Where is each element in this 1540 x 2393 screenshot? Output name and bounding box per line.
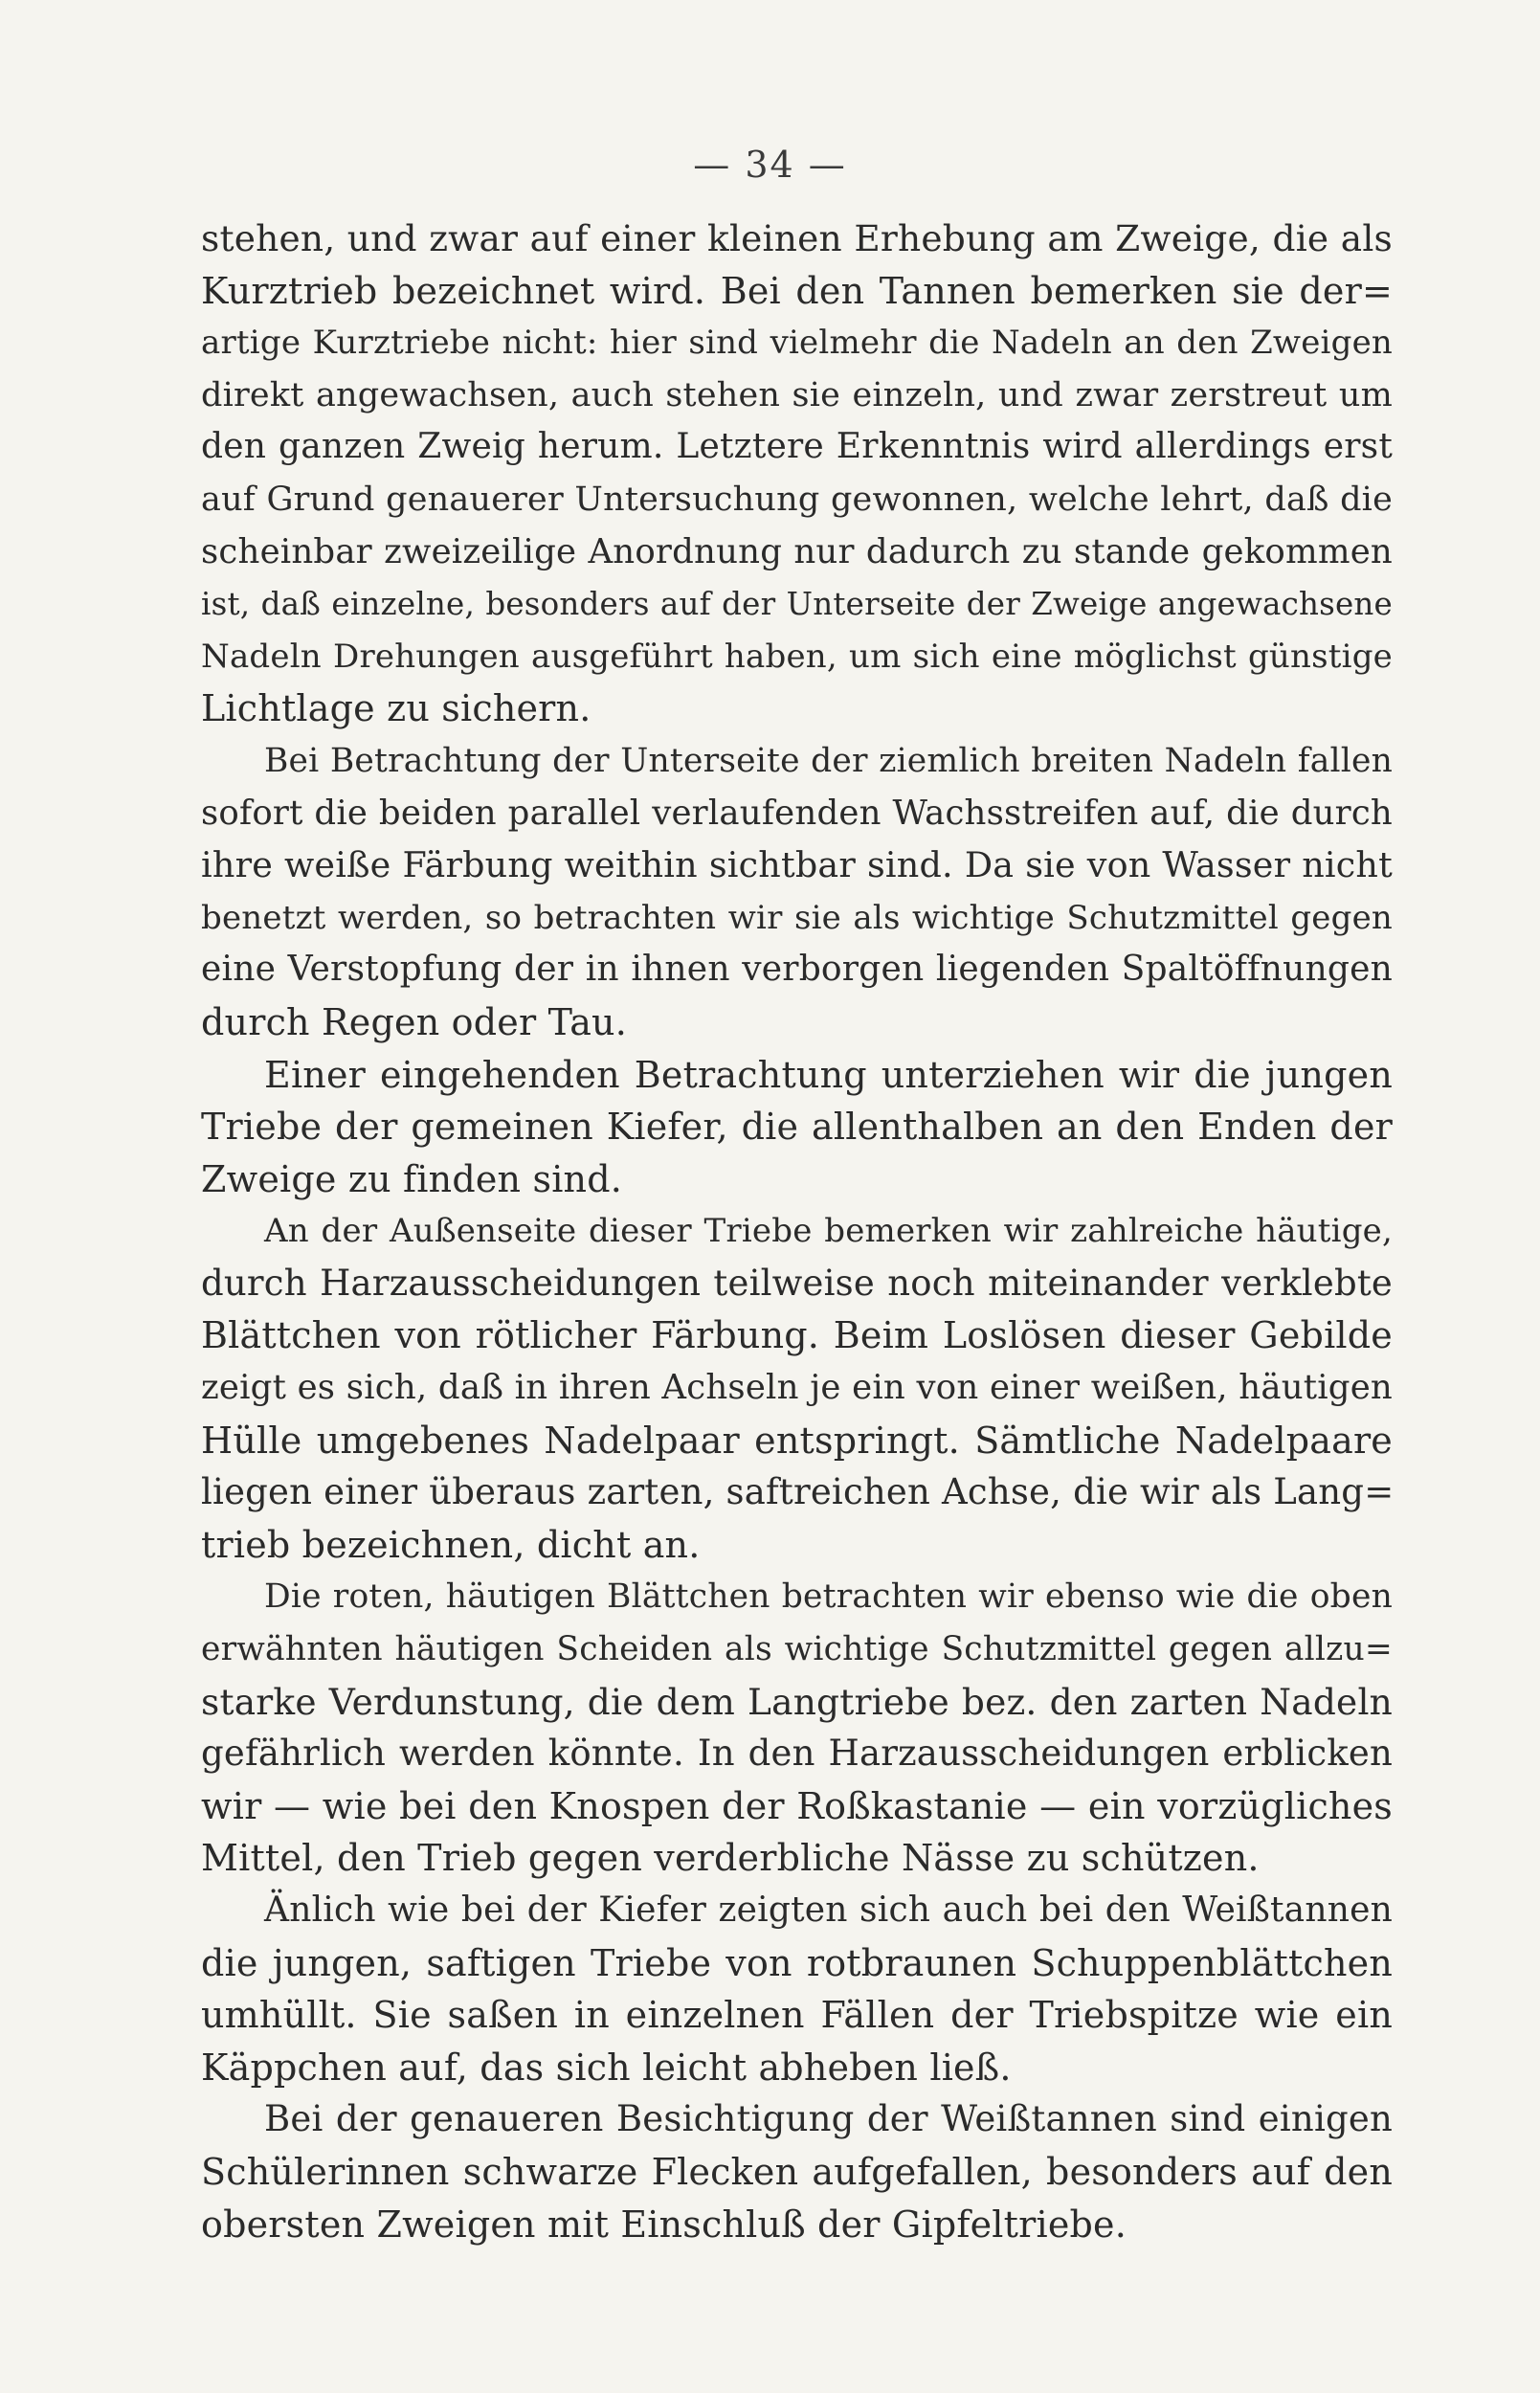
text-line: benetzt werden, so betrachten wir sie als wichtige Schutzmittel gegen [201, 898, 1393, 937]
text-line: durch Regen oder Tau. [201, 1000, 628, 1043]
text-line: Änlich wie bei der Kiefer zeigten sich auch bei den Weißtannen [264, 1890, 1393, 1930]
text-line: zeigt es sich, daß in ihren Achseln je ein von einer weißen, häutigen [201, 1368, 1393, 1408]
text-line: stehen, und zwar auf einer kleinen Erhebung am Zweige, die als [201, 217, 1393, 259]
text-line: erwähnten häutigen Scheiden als wichtige Schutzmittel gegen allzu= [201, 1630, 1393, 1669]
text-line: Schülerinnen schwarze Flecken aufgefallen, besonders auf den [201, 2150, 1393, 2193]
text-line: Hülle umgebenes Nadelpaar entspringt. Sämtliche Nadelpaare [201, 1419, 1393, 1462]
text-line: den ganzen Zweig herum. Letztere Erkenntnis wird allerdings erst [201, 427, 1393, 467]
text-line: eine Verstopfung der in ihnen verborgen liegenden Spaltöffnungen [201, 950, 1393, 990]
text-line: Die roten, häutigen Blättchen betrachten wir ebenso wie die oben [264, 1577, 1393, 1617]
text-line: Bei der genaueren Besichtigung der Weißtannen sind einigen [264, 2098, 1393, 2140]
text-line: umhüllt. Sie saßen in einzelnen Fällen der Triebspitze wie ein [201, 1994, 1393, 2037]
text-line: Lichtlage zu sichern. [201, 687, 591, 730]
text-line: ist, daß einzelne, besonders auf der Unterseite der Zweige angewachsene [201, 586, 1393, 623]
text-line: starke Verdunstung, die dem Langtriebe bez. den zarten Nadeln [201, 1680, 1393, 1723]
text-line: Nadeln Drehungen ausgeführt haben, um sich eine möglichst günstige [201, 637, 1393, 676]
text-line: wir — wie bei den Knospen der Roßkastanie — ein vorzügliches [201, 1784, 1393, 1827]
text-line: die jungen, saftigen Triebe von rotbraunen Schuppenblättchen [201, 1941, 1393, 1984]
text-line: Zweige zu finden sind. [201, 1157, 623, 1200]
text-line: Einer eingehenden Betrachtung unterziehen wir die jungen [264, 1053, 1393, 1096]
text-line: sofort die beiden parallel verlaufenden Wachsstreifen auf, die durch [201, 793, 1393, 833]
body-text [201, 212, 1393, 2250]
text-line: obersten Zweigen mit Einschluß der Gipfeltriebe. [201, 2203, 1127, 2246]
text-line: auf Grund genauerer Untersuchung gewonnen, welche lehrt, daß die [201, 480, 1393, 519]
text-line: Bei Betrachtung der Unterseite der ziemlich breiten Nadeln fallen [264, 741, 1393, 780]
text-line: Kurztrieb bezeichnet wird. Bei den Tannen bemerken sie der= [201, 269, 1393, 312]
text-line: Käppchen auf, das sich leicht abheben ließ. [201, 2046, 1012, 2089]
text-line: ihre weiße Färbung weithin sichtbar sind. Da sie von Wasser nicht [201, 844, 1393, 886]
text-line: artige Kurztriebe nicht: hier sind vielmehr die Nadeln an den Zweigen [201, 324, 1393, 363]
text-line: liegen einer überaus zarten, saftreichen Achse, die wir als Lang= [201, 1471, 1395, 1513]
text-line: Blättchen von rötlicher Färbung. Beim Loslösen dieser Gebilde [201, 1314, 1393, 1357]
text-line: An der Außenseite dieser Triebe bemerken wir zahlreiche häutige, [264, 1212, 1393, 1251]
text-line: scheinbar zweizeilige Anordnung nur dadurch zu stande gekommen [201, 531, 1393, 571]
text-line: gefährlich werden könnte. In den Harzausscheidungen erblicken [201, 1733, 1393, 1775]
text-line: Triebe der gemeinen Kiefer, die allenthalben an den Enden der [201, 1106, 1393, 1149]
text-line: Mittel, den Trieb gegen verderbliche Nässe zu schützen. [201, 1837, 1260, 1880]
text-line: direkt angewachsen, auch stehen sie einzeln, und zwar zerstreut um [201, 375, 1393, 414]
text-line: durch Harzausscheidungen teilweise noch miteinander verklebte [201, 1262, 1393, 1304]
page-number: — 34 — [693, 144, 847, 186]
text-line: trieb bezeichnen, dicht an. [201, 1523, 701, 1566]
